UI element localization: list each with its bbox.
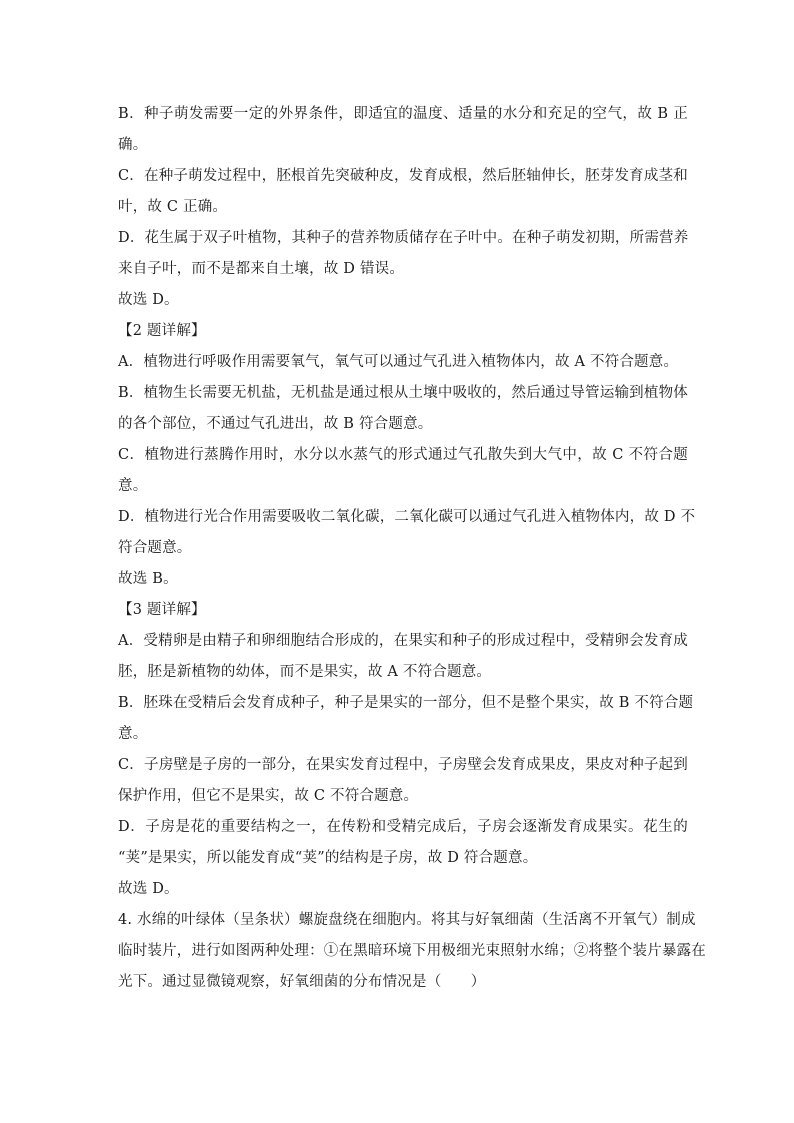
text-line: 胚，胚是新植物的幼体，而不是果实，故 A 不符合题意。 xyxy=(118,664,492,680)
text-line: D．花生属于双子叶植物，其种子的营养物质储存在子叶中。在种子萌发初期，所需营养 xyxy=(118,230,689,246)
text-line: 确。 xyxy=(118,137,148,153)
text-line: 意。 xyxy=(118,478,148,494)
section-heading: 【3 题详解】 xyxy=(118,602,206,618)
question-text: 临时装片，进行如图两种处理：①在黑暗环境下用极细光束照射水绵；②将整个装片暴露在 xyxy=(118,943,706,959)
text-line: 故选 D。 xyxy=(118,881,179,897)
question-text: 4. 水绵的叶绿体（呈条状）螺旋盘绕在细胞内。将其与好氧细菌（生活离不开氧气）制成 xyxy=(118,912,696,928)
text-line: 故选 B。 xyxy=(118,571,178,587)
text-line: B．胚珠在受精后会发育成种子，种子是果实的一部分，但不是整个果实，故 B 不符合题 xyxy=(118,695,694,711)
text-line: A．受精卵是由精子和卵细胞结合形成的，在果实和种子的形成过程中，受精卵会发育成 xyxy=(118,633,688,649)
text-line: D．子房是花的重要结构之一，在传粉和受精完成后，子房会逐渐发育成果实。花生的 xyxy=(118,819,688,835)
text-line: 叶，故 C 正确。 xyxy=(118,199,228,215)
text-line: 保护作用，但它不是果实，故 C 不符合题意。 xyxy=(118,788,419,804)
text-line: “荚”是果实，所以能发育成“荚”的结构是子房，故 D 符合题意。 xyxy=(118,850,538,866)
text-line: D．植物进行光合作用需要吸收二氧化碳，二氧化碳可以通过气孔进入植物体内，故 D 不 xyxy=(118,509,696,525)
section-heading: 【2 题详解】 xyxy=(118,323,206,339)
text-line: A．植物进行呼吸作用需要氧气，氧气可以通过气孔进入植物体内，故 A 不符合题意。 xyxy=(118,354,679,370)
question-text: 光下。通过显微镜观察，好氧细菌的分布情况是（ ） xyxy=(118,974,486,990)
text-line: 的各个部位，不通过气孔进出，故 B 符合题意。 xyxy=(118,416,433,432)
text-line: C．子房壁是子房的一部分，在果实发育过程中，子房壁会发育成果皮，果皮对种子起到 xyxy=(118,757,688,773)
text-line: 意。 xyxy=(118,726,148,742)
text-line: B．种子萌发需要一定的外界条件，即适宜的温度、适量的水分和充足的空气，故 B 正 xyxy=(118,106,688,122)
text-line: C．植物进行蒸腾作用时，水分以水蒸气的形式通过气孔散失到大气中，故 C 不符合题 xyxy=(118,447,688,463)
text-line: B．植物生长需要无机盐，无机盐是通过根从土壤中吸收的，然后通过导管运输到植物体 xyxy=(118,385,688,401)
text-line: 来自子叶，而不是都来自土壤，故 D 错误。 xyxy=(118,261,405,277)
text-line: 故选 D。 xyxy=(118,292,179,308)
text-line: 符合题意。 xyxy=(118,540,192,556)
text-line: C．在种子萌发过程中，胚根首先突破种皮，发育成根，然后胚轴伸长，胚芽发育成茎和 xyxy=(118,168,688,184)
